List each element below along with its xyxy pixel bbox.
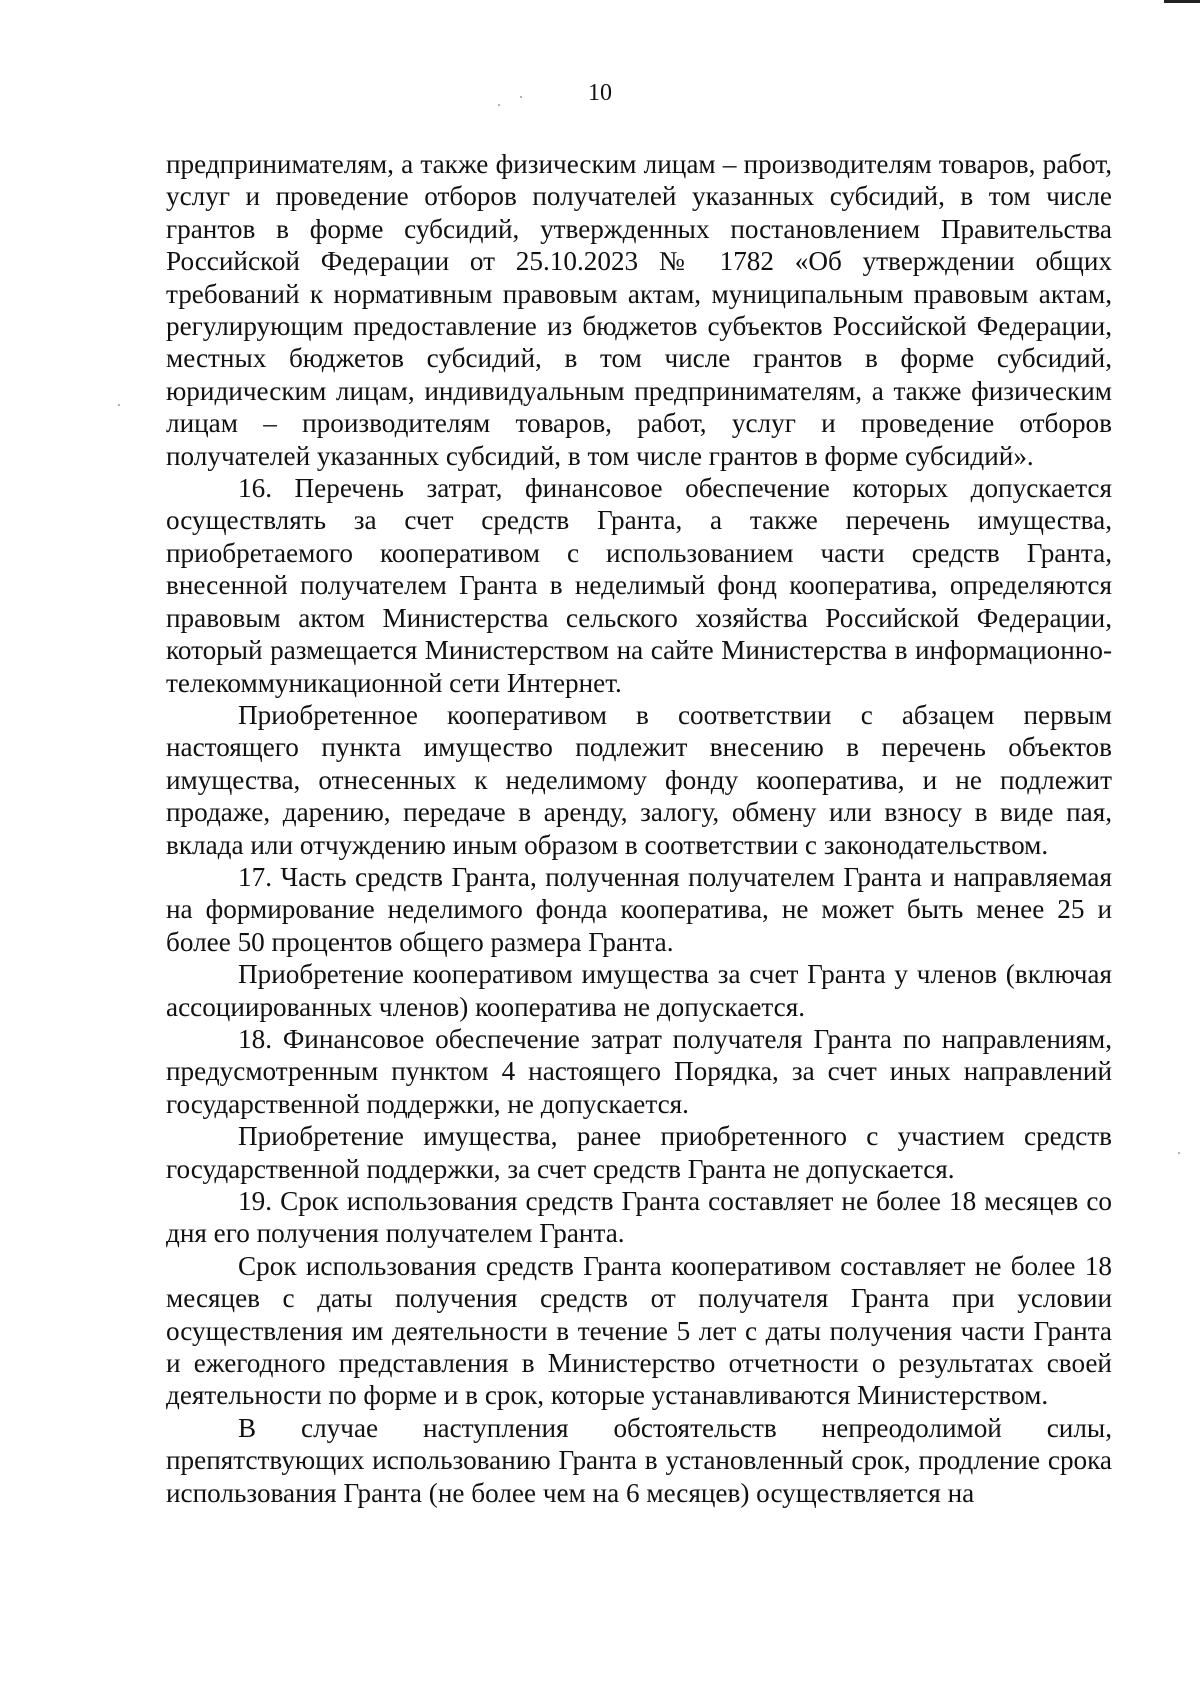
scan-edge-mark [1164, 0, 1200, 3]
paragraph-item-18: 18. Финансовое обеспечение затрат получателя Гранта по направлениям, предусмотренным пунктом 4 настоящего Порядка, за счет иных направлений государственной поддержки, не допускается. [166, 1023, 1112, 1119]
scan-speck [118, 404, 120, 406]
paragraph-acquired-property: Приобретенное кооперативом в соответствии с абзацем первым настоящего пункта имущество подлежит внесению в перечень объектов имущества, отнесенных к неделимому фонду кооператива, и не подлежит продаже, дарению, передаче в аренду, залогу, обмену или взносу в виде пая, вклада или отчуждению иным образом в соответствии с законодательством. [166, 699, 1112, 860]
paragraph-cooperative-term: Срок использования средств Гранта кооперативом составляет не более 18 месяцев с даты получения средств от получателя Гранта при условии осуществления им деятельности в течение 5 лет с даты получения части Гранта и ежегодного представления в Министерство отчетности о результатах своей деятельности по форме и в срок, которые устанавливаются Министерством. [166, 1250, 1112, 1411]
page-number: 10 [588, 80, 612, 106]
paragraph-continuation: предпринимателям, а также физическим лицам – производителям товаров, работ, услуг и проведение отборов получателей указанных субсидий, в том числе грантов в форме субсидий, утвержденных постановлением Правительства Российской Федерации от 25.10.2023 № 1782 «Об утверждении общих требований к нормативным правовым актам, муниципальным правовым актам, регулирующим предоставление из бюджетов субъектов Российской Федерации, местных бюджетов субсидий, в том числе грантов в форме субсидий, юридическим лицам, индивидуальным предпринимателям, а также физическим лицам – производителям товаров, работ, услуг и проведение отборов получателей указанных субсидий, в том числе грантов в форме субсидий». [166, 149, 1112, 471]
paragraph-prior-support: Приобретение имущества, ранее приобретенного с участием средств государственной поддержки, за счет средств Гранта не допускается. [166, 1121, 1112, 1184]
paragraph-member-purchase: Приобретение кооперативом имущества за счет Гранта у членов (включая ассоциированных членов) кооператива не допускается. [166, 959, 1112, 1022]
document-body [166, 148, 1112, 1509]
paragraph-item-19: 19. Срок использования средств Гранта составляет не более 18 месяцев со дня его получения получателем Гранта. [166, 1186, 1112, 1249]
paragraph-item-16: 16. Перечень затрат, финансовое обеспечение которых допускается осуществлять за счет средств Гранта, а также перечень имущества, приобретаемого кооперативом с использованием части средств Гранта, внесенной получателем Гранта в неделимый фонд кооператива, определяются правовым актом Министерства сельского хозяйства Российской Федерации, который размещается Министерством на сайте Министерства в информационно-телекоммуникационной сети Интернет. [166, 473, 1112, 698]
scan-speck [1178, 1152, 1180, 1154]
paragraph-item-17: 17. Часть средств Гранта, полученная получателем Гранта и направляемая на формирование неделимого фонда кооператива, не может быть менее 25 и более 50 процентов общего размера Гранта. [166, 861, 1112, 957]
paragraph-force-majeure: В случае наступления обстоятельств непреодолимой силы, препятствующих использованию Гранта в установленный срок, продление срока использования Гранта (не более чем на 6 месяцев) осуществляется на [166, 1412, 1112, 1508]
